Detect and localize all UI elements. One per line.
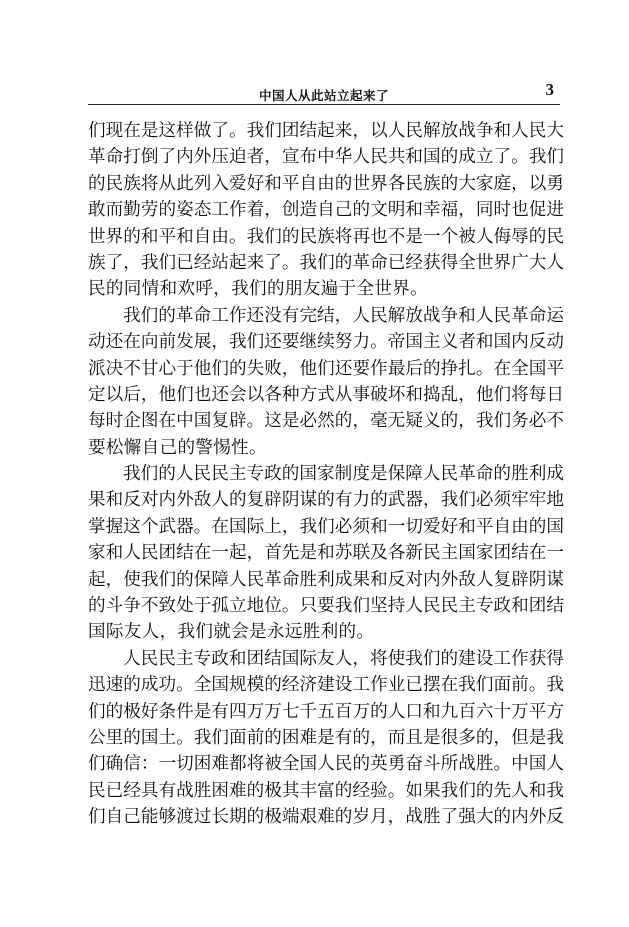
paragraph	[88, 461, 564, 646]
text-line: 们现在是这样做了。我们团结起来，以人民解放战争和人民大	[88, 121, 564, 141]
paragraph	[88, 303, 564, 461]
page-number: 3	[545, 80, 554, 99]
text-line: 公里的国土。我们面前的困难是有的，而且是很多的，但是我	[88, 727, 564, 748]
text-line: 的民族将从此列入爱好和平自由的世界各民族的大家庭，以勇	[88, 173, 564, 194]
text-line: 民的同情和欢呼，我们的朋友遍于全世界。	[88, 279, 428, 300]
text-line: 的斗争不致处于孤立地位。只要我们坚持人民民主专政和团结	[88, 596, 564, 617]
text-line: 果和反对内外敌人的复辟阴谋的有力的武器，我们必须牢牢地	[88, 490, 564, 511]
text-line: 起，使我们的保障人民革命胜利成果和反对内外敌人复辟阴谋	[88, 569, 564, 590]
text-line: 民已经具有战胜困难的极其丰富的经验。如果我们的先人和我	[88, 780, 564, 801]
text-line: 国际友人，我们就会是永远胜利的。	[88, 622, 375, 643]
text-line: 世界的和平和自由。我们的民族将再也不是一个被人侮辱的民	[88, 226, 564, 247]
text-line: 定以后，他们也还会以各种方式从事破坏和捣乱，他们将每日	[88, 384, 564, 405]
body-text	[88, 118, 564, 831]
running-header	[88, 74, 560, 105]
text-line: 要松懈自己的警惕性。	[88, 437, 267, 458]
text-line: 掌握这个武器。在国际上，我们必须和一切爱好和平自由的国	[88, 516, 564, 537]
text-line: 动还在向前发展，我们还要继续努力。帝国主义者和国内反动	[88, 332, 564, 353]
text-line: 我们的人民民主专政的国家制度是保障人民革命的胜利成	[123, 464, 564, 485]
text-line: 人民民主专政和团结国际友人，将使我们的建设工作获得	[123, 648, 564, 669]
paragraph	[88, 118, 564, 303]
text-line: 每时企图在中国复辟。这是必然的，毫无疑义的，我们务必不	[88, 411, 564, 432]
text-line: 我们的革命工作还没有完结，人民解放战争和人民革命运	[123, 305, 564, 326]
text-line: 派决不甘心于他们的失败，他们还要作最后的挣扎。在全国平	[88, 358, 564, 379]
paragraph	[88, 646, 564, 831]
text-line: 家和人民团结在一起，首先是和苏联及各新民主国家团结在一	[88, 543, 564, 564]
text-line: 们的极好条件是有四万万七千五百万的人口和九百六十万平方	[88, 701, 564, 722]
text-line: 们确信：一切困难都将被全国人民的英勇奋斗所战胜。中国人	[88, 754, 564, 775]
text-line: 们自己能够渡过长期的极端艰难的岁月，战胜了强大的内外反	[88, 807, 564, 828]
text-line: 革命打倒了内外压迫者，宣布中华人民共和国的成立了。我们	[88, 147, 564, 168]
text-line: 敢而勤劳的姿态工作着，创造自己的文明和幸福，同时也促进	[88, 200, 564, 221]
text-line: 迅速的成功。全国规模的经济建设工作业已摆在我们面前。我	[88, 675, 564, 696]
running-title: 中国人从此站立起来了	[258, 88, 389, 103]
text-line: 族了，我们已经站起来了。我们的革命已经获得全世界广大人	[88, 252, 564, 273]
